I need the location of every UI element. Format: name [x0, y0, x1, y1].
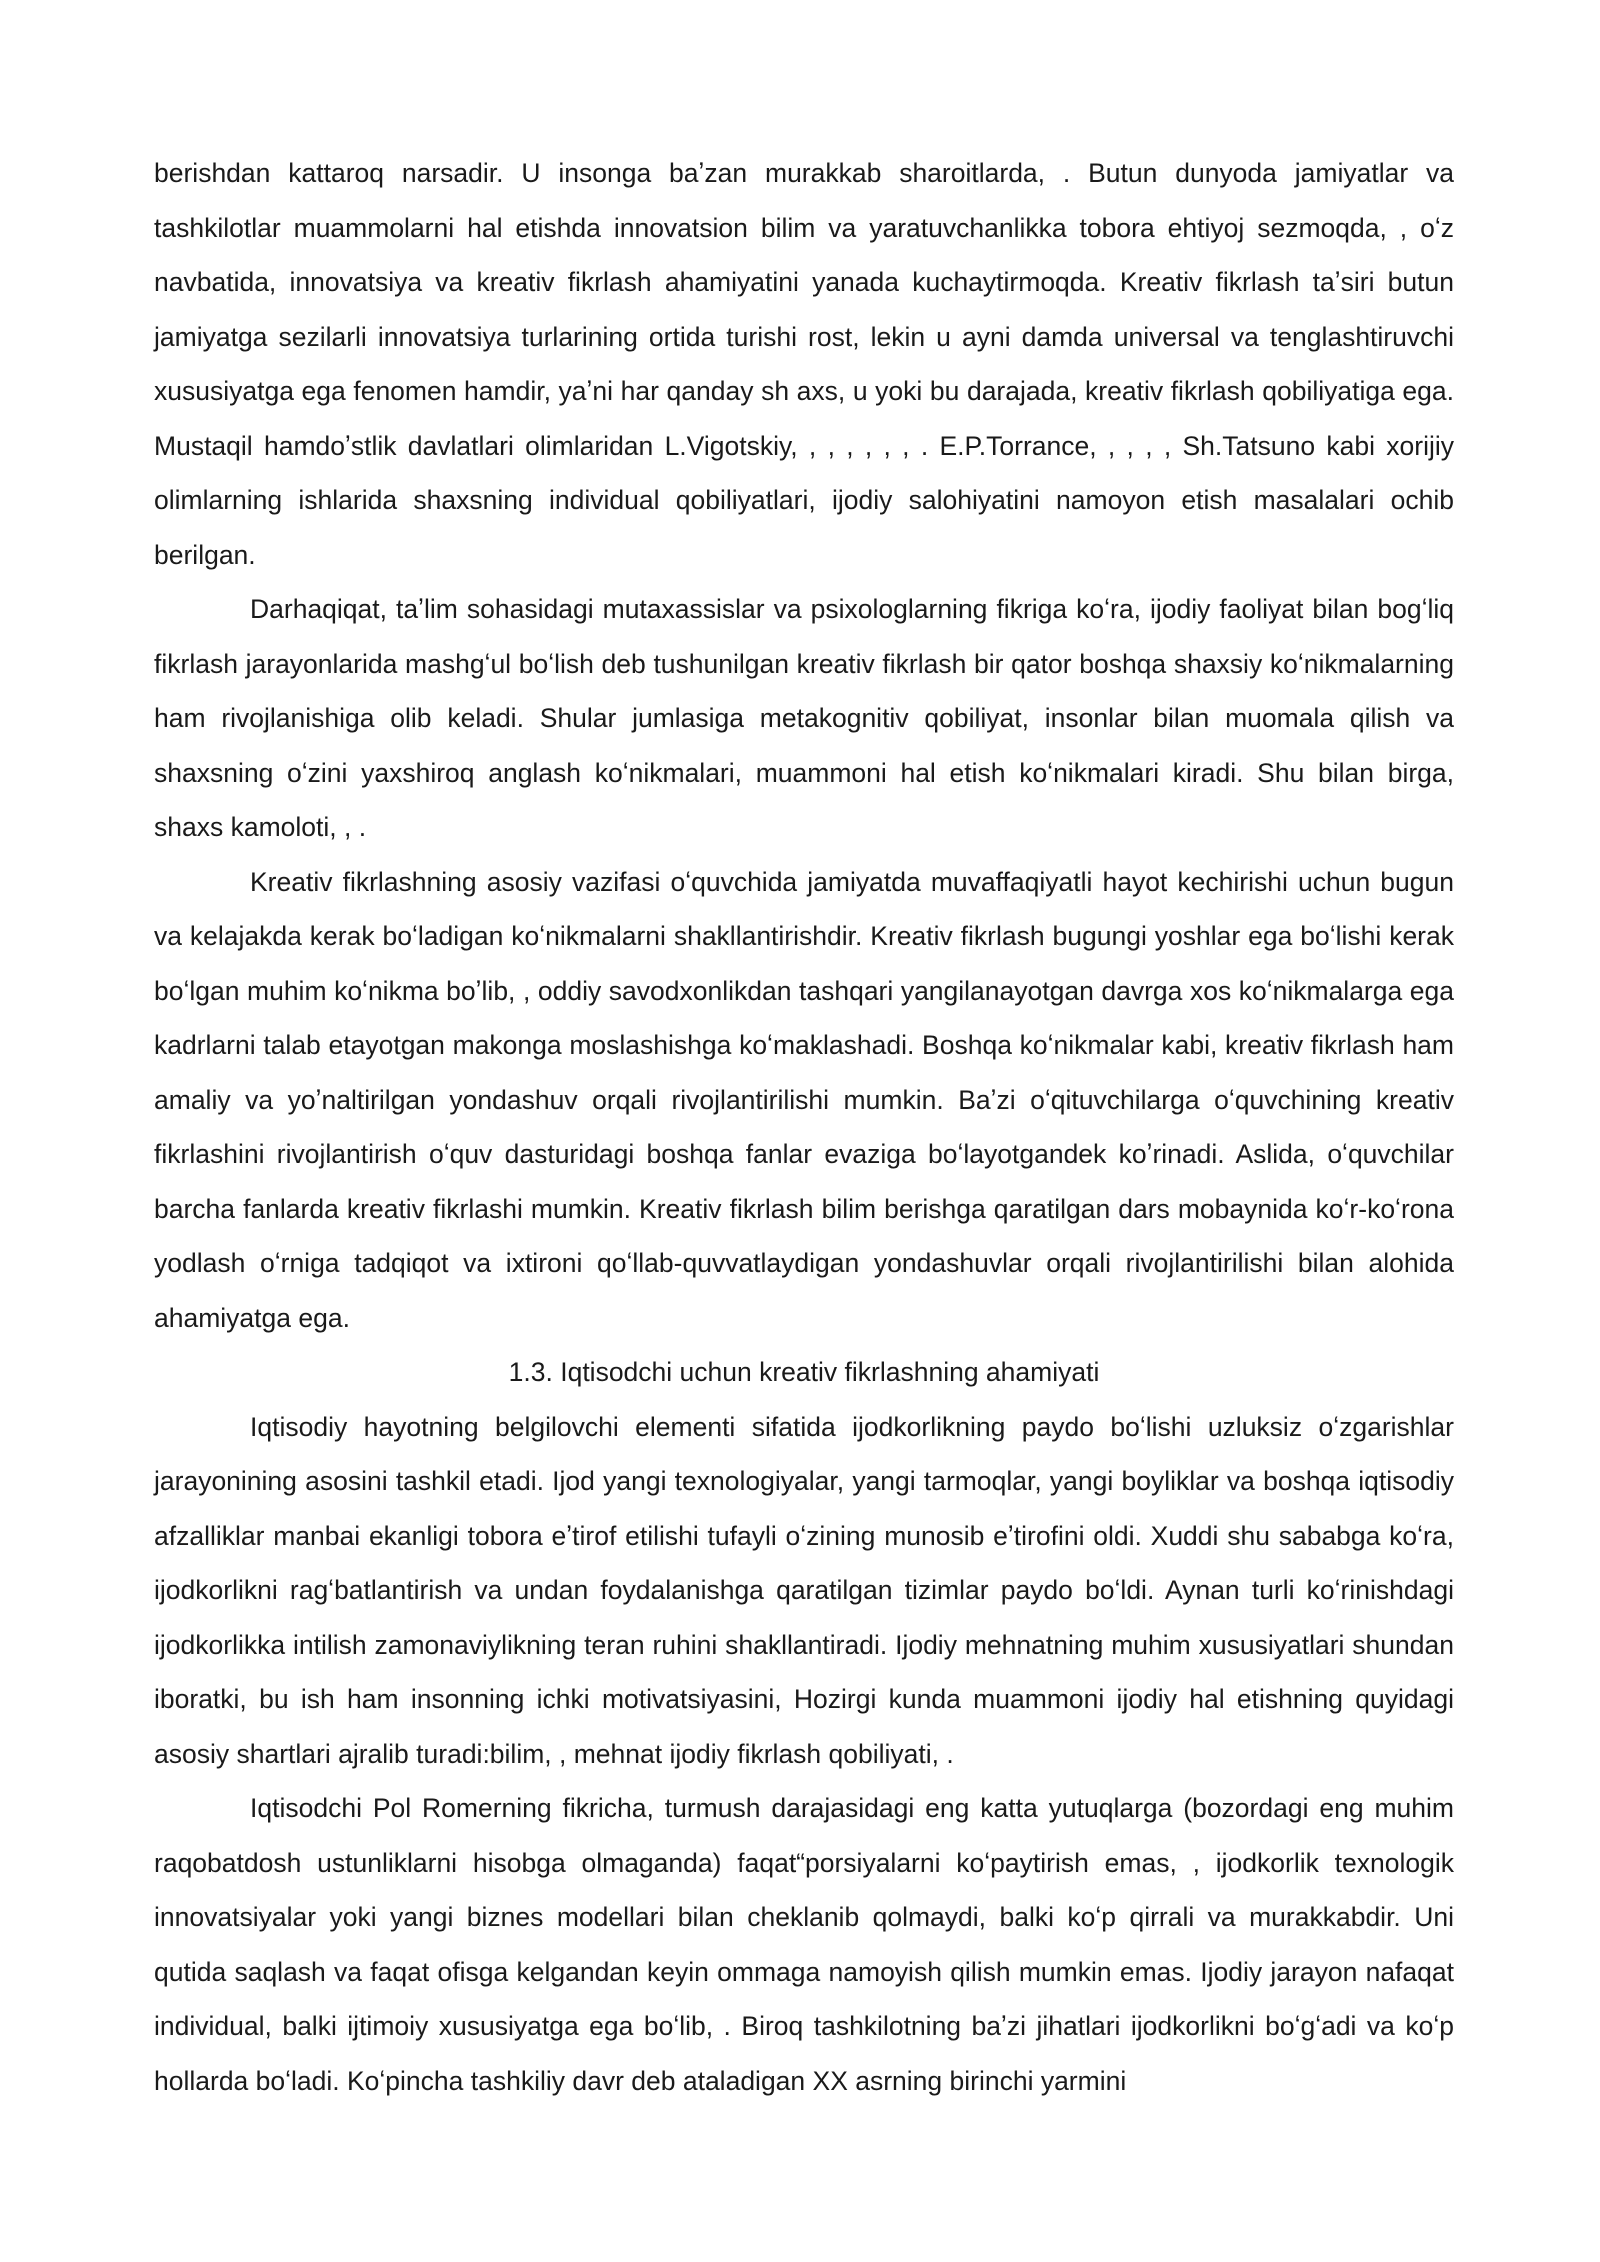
paragraph-3: Kreativ fikrlashning asosiy vazifasi oʻquvchida jamiyatda muvaffaqiyatli hayot kechirishi uchun bugun va kelajakda kerak boʻladigan koʻnikmalarni shakllantirishdir. Kreativ fikrlash bugungi yoshlar ega boʻlishi kerak boʻlgan muhim koʻnikma boʼlib, , oddiy savodxonlikdan tashqari yangilanayotgan davrga xos koʻnikmalarga ega kadrlarni talab etayotgan makonga moslashishga koʻmaklashadi. Boshqa koʻnikmalar kabi, kreativ fikrlash ham amaliy va yoʼnaltirilgan yondashuv orqali rivojlantirilishi mumkin. Baʼzi oʻqituvchilarga oʻquvchining kreativ fikrlashini rivojlantirish oʻquv dasturidagi boshqa fanlar evaziga boʻlayotgandek koʼrinadi. Aslida, oʻquvchilar barcha fanlarda kreativ fikrlashi mumkin. Kreativ fikrlash bilim berishga qaratilgan dars mobaynida koʻr-koʻrona yodlash oʻrniga tadqiqot va ixtironi qoʻllab-quvvatlaydigan yondashuvlar orqali rivojlantirilishi bilan alohida ahamiyatga ega.	[154, 866, 1454, 1333]
document-page	[154, 146, 1454, 2108]
paragraph-2: Darhaqiqat, taʼlim sohasidagi mutaxassislar va psixologlarning fikriga koʻra, ijodiy faoliyat bilan bogʻliq fikrlash jarayonlarida mashgʻul boʻlish deb tushunilgan kreativ fikrlash bir qator boshqa shaxsiy koʻnikmalarning ham rivojlanishiga olib keladi. Shular jumlasiga metakognitiv qobiliyat, insonlar bilan muomala qilish va shaxsning oʻzini yaxshiroq anglash koʻnikmalari, muammoni hal etish koʻnikmalari kiradi. Shu bilan birga, shaxs kamoloti, , .	[154, 594, 1454, 842]
section-heading: 1.3. Iqtisodchi uchun kreativ fikrlashning ahamiyati	[508, 1357, 1100, 1387]
paragraph-4: Iqtisodiy hayotning belgilovchi elementi sifatida ijodkorlikning paydo boʻlishi uzluksiz oʻzgarishlar jarayonining asosini tashkil etadi. Ijod yangi texnologiyalar, yangi tarmoqlar, yangi boyliklar va boshqa iqtisodiy afzalliklar manbai ekanligi tobora eʼtirof etilishi tufayli oʻzining munosib eʼtirofini oldi. Xuddi shu sababga koʻra, ijodkorlikni ragʻbatlantirish va undan foydalanishga qaratilgan tizimlar paydo boʻldi. Aynan turli koʻrinishdagi ijodkorlikka intilish zamonaviylikning teran ruhini shakllantiradi. Ijodiy mehnatning muhim xususiyatlari shundan iboratki, bu ish ham insonning ichki motivatsiyasini, Hozirgi kunda muammoni ijodiy hal etishning quyidagi asosiy shartlari ajralib turadi:bilim, , mehnat ijodiy fikrlash qobiliyati, .	[154, 1411, 1454, 1769]
paragraph-1: berishdan kattaroq narsadir. U insonga baʼzan murakkab sharoitlarda, . Butun dunyoda jamiyatlar va tashkilotlar muammolarni hal etishda innovatsion bilim va yaratuvchanlikka tobora ehtiyoj sezmoqda, , oʻz navbatida, innovatsiya va kreativ fikrlash ahamiyatini yanada kuchaytirmoqda. Kreativ fikrlash taʼsiri butun jamiyatga sezilarli innovatsiya turlarining ortida turishi rost, lekin u ayni damda universal va tenglashtiruvchi xususiyatga ega fenomen hamdir, yaʼni har qanday sh axs, u yoki bu darajada, kreativ fikrlash qobiliyatiga ega. Mustaqil hamdoʼstlik davlatlari olimlaridan L.Vigotskiy, , , , , , , . E.P.Torrance, , , , , Sh.Tatsuno kabi xorijiy olimlarning ishlarida shaxsning individual qobiliyatlari, ijodiy salohiyatini namoyon etish masalalari ochib berilgan.	[154, 158, 1454, 570]
paragraph-5: Iqtisodchi Pol Romerning fikricha, turmush darajasidagi eng katta yutuqlarga (bozordagi eng muhim raqobatdosh ustunliklarni hisobga olmaganda) faqat“porsiyalarni koʻpaytirish emas, , ijodkorlik texnologik innovatsiyalar yoki yangi biznes modellari bilan cheklanib qolmaydi, balki koʻp qirrali va murakkabdir. Uni qutida saqlash va faqat ofisga kelgandan keyin ommaga namoyish qilish mumkin emas. Ijodiy jarayon nafaqat individual, balki ijtimoiy xususiyatga ega boʻlib, . Biroq tashkilotning baʼzi jihatlari ijodkorlikni boʻgʻadi va koʻp hollarda boʻladi. Koʻpincha tashkiliy davr deb ataladigan XX asrning birinchi yarmini	[154, 1793, 1454, 2096]
